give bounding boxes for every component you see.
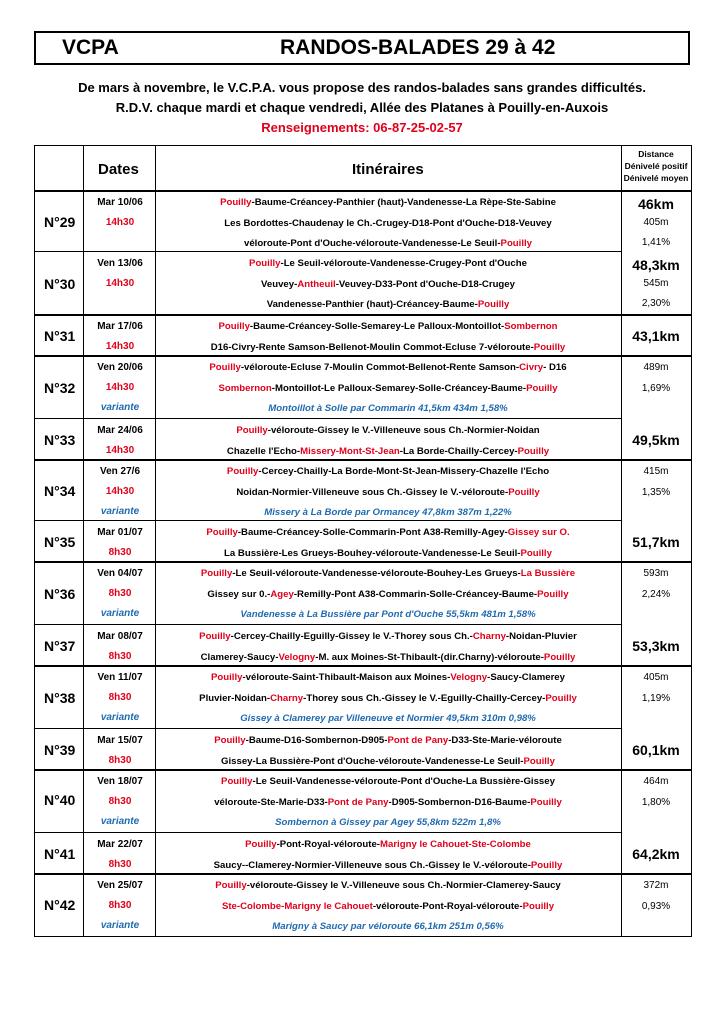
itinerary-town-highlight: Pouilly <box>543 651 576 663</box>
itinerary-line <box>155 839 621 850</box>
itinerary-town-highlight: Pouilly <box>530 859 563 871</box>
itinerary-line <box>155 258 621 269</box>
itinerary-segment: D16-Civry-Rente Samson-Bellenot-Moulin Commot-Ecluse 7-véloroute- <box>210 341 534 353</box>
row-distance: 51,7km <box>632 534 680 550</box>
itinerary-line <box>155 880 621 891</box>
row-divider <box>34 418 621 419</box>
distance-divider <box>621 873 692 874</box>
row-divider <box>34 832 621 833</box>
itinerary-segment: -Thorey sous Ch.-Gissey le V.-Eguilly-Chailly-Cercey- <box>303 692 546 704</box>
itinerary-line <box>155 776 621 787</box>
row-average-grade: 1,35% <box>641 487 671 498</box>
row-date: Ven 20/06 <box>97 362 143 373</box>
itinerary-segment: -véloroute-Gissey le V.-Villeneuve sous Ch.-Normier-Noidan <box>267 425 540 436</box>
itinerary-segment: Vandenesse-Panthier (haut)-Créancey-Baume- <box>266 299 478 310</box>
row-divider <box>34 355 692 357</box>
row-average-grade: 1,69% <box>641 383 671 394</box>
itinerary-line <box>155 631 621 642</box>
itinerary-town-highlight: Antheuil <box>297 278 336 290</box>
itinerary-town-highlight: Pouilly <box>200 568 233 579</box>
itinerary-segment: - D16 <box>543 362 567 373</box>
row-time: 14h30 <box>105 341 135 352</box>
row-elevation-gain: 405m <box>643 672 669 683</box>
row-number: N°29 <box>44 213 76 230</box>
itinerary-line <box>155 797 621 808</box>
itinerary-town-highlight: Pouilly <box>226 466 259 477</box>
itinerary-segment: véloroute-Pont d'Ouche-véloroute-Vandenesse-Le Seuil- <box>243 238 501 249</box>
club-name: VCPA <box>62 36 119 59</box>
itinerary-segment: -Baume-Créancey-Panthier (haut)-Vandenesse-La Rèpe-Ste-Sabine <box>251 197 556 208</box>
title-box <box>34 31 690 65</box>
row-variant-label: variante <box>100 712 140 723</box>
row-number: N°37 <box>44 637 76 654</box>
row-distance: 64,2km <box>632 846 680 862</box>
intro-line-1: De mars à novembre, le V.C.P.A. vous propose des randos-balades sans grandes difficultés. <box>78 80 646 95</box>
itinerary-town-highlight: Sombernon <box>504 321 558 332</box>
row-average-grade: 1,80% <box>641 797 671 808</box>
itinerary-town-highlight: Pouilly <box>520 547 552 559</box>
row-average-grade: 0,93% <box>641 901 671 912</box>
itinerary-segment: -véloroute-Ecluse 7-Moulin Commot-Bellenot-Rente Samson- <box>240 362 520 373</box>
itinerary-segment: Chazelle l'Echo- <box>226 445 301 457</box>
itinerary-town-highlight: Velogny <box>450 672 488 683</box>
itinerary-town-highlight: Pouilly <box>220 197 252 208</box>
row-variant-label: variante <box>100 506 140 517</box>
itinerary-segment: -véloroute-Saint-Thibault-Maison aux Moines- <box>242 672 451 683</box>
row-number: N°40 <box>44 791 76 808</box>
row-date: Mar 17/06 <box>97 321 143 332</box>
itinerary-town-highlight: Pouilly <box>523 755 555 767</box>
itinerary-segment: -Cercey-Chailly-La Borde-Mont-St-Jean-Missery-Chazelle l'Echo <box>258 466 550 477</box>
header-distance <box>621 148 691 184</box>
itinerary-segment: Gissey sur 0.- <box>207 588 271 600</box>
header-itineraires: Itinéraires <box>352 161 424 178</box>
itinerary-town-highlight: Pont de Pany <box>327 796 389 808</box>
row-date: Mar 22/07 <box>97 839 143 850</box>
itinerary-line <box>155 425 621 436</box>
itinerary-line <box>155 342 621 353</box>
itinerary-segment: -Le Seuil-Vandenesse-véloroute-Pont d'Ouche-La Bussière-Gissey <box>252 776 555 787</box>
row-distance: 43,1km <box>632 328 680 344</box>
itinerary-town-highlight: Civry <box>519 362 544 373</box>
intro-line-2: R.D.V. chaque mardi et chaque vendredi, Allée des Platanes à Pouilly-en-Auxois <box>115 100 609 115</box>
row-elevation-gain: 372m <box>643 880 669 891</box>
header-distance-line: Distance <box>638 149 674 159</box>
row-elevation-gain: 415m <box>643 466 669 477</box>
itinerary-town-highlight: Pouilly <box>199 631 231 642</box>
itinerary-segment: Noidan-Normier-Villeneuve sous Ch.-Gissey le V.-véloroute- <box>236 486 509 498</box>
itinerary-segment: Pluvier-Noidan- <box>199 692 271 704</box>
itinerary-line <box>155 860 621 871</box>
row-elevation-gain: 464m <box>643 776 669 787</box>
row-divider <box>34 561 692 563</box>
itinerary-town-highlight: Pouilly <box>545 692 577 704</box>
itinerary-line <box>155 901 621 912</box>
itinerary-segment: -Remilly-Pont A38-Commarin-Solle-Créancey-Baume- <box>293 588 538 600</box>
itinerary-line <box>155 548 621 559</box>
row-date: Ven 04/07 <box>97 568 143 579</box>
itinerary-segment: -M. aux Moines-St-Thibault-(dir.Charny)-véloroute- <box>315 651 544 663</box>
itinerary-town-highlight: Pouilly <box>221 776 253 787</box>
itinerary-line <box>155 197 621 208</box>
distance-divider <box>621 355 692 356</box>
distance-divider <box>621 561 692 562</box>
itinerary-town-highlight: Pouilly <box>206 527 238 538</box>
itinerary-line <box>155 652 621 663</box>
itinerary-town-highlight: Agey <box>270 588 294 600</box>
row-date: Mar 08/07 <box>97 631 143 642</box>
itinerary-line <box>155 279 621 290</box>
row-elevation-gain: 405m <box>643 217 669 228</box>
distance-divider <box>621 459 692 460</box>
itinerary-segment: -Saucy-Clamerey <box>487 672 565 683</box>
distance-divider <box>621 769 692 770</box>
itinerary-town-highlight: Pouilly <box>508 486 540 498</box>
itinerary-town-highlight: Pouilly <box>218 321 250 332</box>
itinerary-town-highlight: Marigny le Cahouet-Ste-Colombe <box>380 839 531 850</box>
itinerary-segment: Gissey-La Bussière-Pont d'Ouche-véloroute-Vandenesse-Le Seuil- <box>221 755 524 767</box>
itinerary-segment: Clamerey-Saucy- <box>200 651 279 663</box>
row-average-grade: 1,19% <box>641 693 671 704</box>
itinerary-line <box>155 383 621 394</box>
row-divider <box>34 769 692 771</box>
itinerary-town-highlight: La Bussière <box>520 568 576 579</box>
itinerary-town-highlight: Pouilly <box>522 900 555 912</box>
itinerary-segment: -Le Seuil-véloroute-Vandenesse-Crugey-Pont d'Ouche <box>280 258 527 269</box>
itinerary-segment: -Pont-Royal-véloroute- <box>276 839 380 850</box>
itinerary-segment: -Cercey-Chailly-Eguilly-Gissey le V.-Thorey sous Ch.- <box>230 631 473 642</box>
row-time: 14h30 <box>105 382 135 393</box>
itinerary-segment: -D33-Ste-Marie-véloroute <box>448 735 562 746</box>
itinerary-variant: Gissey à Clamerey par Villeneuve et Normier 49,5km 310m 0,98% <box>240 713 536 724</box>
row-time: 8h30 <box>108 796 132 807</box>
row-time: 8h30 <box>108 755 132 766</box>
contact-line: Renseignements: 06-87-25-02-57 <box>261 120 463 135</box>
row-number: N°35 <box>44 533 76 550</box>
itinerary-segment: -véloroute-Gissey le V.-Villeneuve sous Ch.-Normier-Clamerey-Saucy <box>246 880 561 891</box>
itinerary-town-highlight: Pouilly <box>249 258 281 269</box>
itinerary-variant: Missery à La Borde par Ormancey 47,8km 387m 1,22% <box>264 507 512 518</box>
itinerary-town-highlight: Charny <box>270 692 304 704</box>
itinerary-line <box>155 321 621 332</box>
row-time: 8h30 <box>108 692 132 703</box>
itinerary-line <box>155 487 621 498</box>
itinerary-town-highlight: Pouilly <box>530 796 562 808</box>
itinerary-segment: Les Bordottes-Chaudenay le Ch.-Crugey-D18-Pont d'Ouche-D18-Veuvey <box>224 217 552 229</box>
row-number: N°34 <box>44 482 76 499</box>
row-divider <box>34 873 692 875</box>
itinerary-line <box>155 527 621 538</box>
itinerary-line <box>155 362 621 373</box>
row-elevation-gain: 593m <box>643 568 669 579</box>
itinerary-town-highlight: Pouilly <box>236 425 268 436</box>
row-distance: 53,3km <box>632 638 680 654</box>
itinerary-segment: véloroute-Ste-Marie-D33- <box>214 796 328 808</box>
itinerary-line <box>155 735 621 746</box>
itinerary-segment: -D905-Sombernon-D16-Baume- <box>388 796 531 808</box>
itinerary-town-highlight: Velogny <box>278 651 316 663</box>
itinerary-segment: -La Borde-Chailly-Cercey- <box>399 445 518 457</box>
row-time: 8h30 <box>108 547 132 558</box>
row-divider <box>34 728 621 729</box>
itinerary-town-highlight: Pouilly <box>537 588 569 600</box>
itinerary-town-highlight: Pont de Pany <box>387 735 449 746</box>
itinerary-line <box>155 299 621 310</box>
header-distance-line: Dénivelé positif <box>624 161 688 171</box>
itinerary-town-highlight: Pouilly <box>211 672 243 683</box>
itinerary-segment: -Noidan-Pluvier <box>505 631 577 642</box>
row-time: 8h30 <box>108 900 132 911</box>
itinerary-line <box>155 238 621 249</box>
itinerary-town-highlight: Pouilly <box>215 880 247 891</box>
row-date: Mar 24/06 <box>97 425 143 436</box>
itinerary-segment: -Baume-Créancey-Solle-Semarey-Le Palloux-Montoillot- <box>249 321 505 332</box>
itinerary-segment: -véloroute-Pont-Royal-véloroute- <box>372 900 523 912</box>
itinerary-town-highlight: Pouilly <box>533 341 566 353</box>
itinerary-segment: -Baume-D16-Sombernon-D905- <box>245 735 388 746</box>
row-average-grade: 1,41% <box>641 237 671 248</box>
row-distance: 48,3km <box>632 257 680 273</box>
itinerary-variant: Marigny à Saucy par véloroute 66,1km 251m 0,56% <box>272 921 504 932</box>
header-divider <box>34 190 692 192</box>
row-number: N°41 <box>44 845 76 862</box>
row-time: 14h30 <box>105 445 135 456</box>
itinerary-segment: Saucy--Clamerey-Normier-Villeneuve sous Ch.-Gissey le V.-véloroute- <box>213 859 531 871</box>
itinerary-town-highlight: Missery-Mont-St-Jean <box>300 445 400 457</box>
itinerary-town-highlight: Sombernon <box>218 382 272 394</box>
row-number: N°30 <box>44 275 76 292</box>
page-title: RANDOS-BALADES 29 à 42 <box>280 36 556 59</box>
row-variant-label: variante <box>100 816 140 827</box>
row-date: Ven 18/07 <box>97 776 143 787</box>
column-divider <box>83 145 84 937</box>
row-time: 8h30 <box>108 588 132 599</box>
row-average-grade: 2,30% <box>641 298 671 309</box>
itinerary-line <box>155 756 621 767</box>
row-elevation-gain: 489m <box>643 362 669 373</box>
itinerary-segment: -Le Seuil-véloroute-Vandenesse-véloroute-Bouhey-Les Grueys- <box>232 568 521 579</box>
header-dates: Dates <box>98 161 139 178</box>
itinerary-variant: Sombernon à Gissey par Agey 55,8km 522m 1,8% <box>275 817 501 828</box>
row-elevation-gain: 545m <box>643 278 669 289</box>
itinerary-segment: La Bussière-Les Grueys-Bouhey-véloroute-Vandenesse-Le Seuil- <box>224 547 521 559</box>
row-time: 8h30 <box>108 859 132 870</box>
itinerary-town-highlight: Pouilly <box>245 839 277 850</box>
row-variant-label: variante <box>100 608 140 619</box>
itinerary-line <box>155 693 621 704</box>
itinerary-town-highlight: Pouilly <box>517 445 550 457</box>
itinerary-line <box>155 672 621 683</box>
row-divider <box>34 251 621 252</box>
row-time: 14h30 <box>105 217 135 228</box>
row-number: N°32 <box>44 379 76 396</box>
row-time: 14h30 <box>105 486 135 497</box>
row-divider <box>34 520 621 521</box>
itinerary-variant: Vandenesse à La Bussière par Pont d'Ouche 55,5km 481m 1,58% <box>240 609 536 620</box>
itinerary-town-highlight: Pouilly <box>209 362 241 373</box>
itinerary-segment: -Montoillot-Le Palloux-Semarey-Solle-Créancey-Baume- <box>271 382 527 394</box>
row-divider <box>34 624 621 625</box>
row-date: Ven 25/07 <box>97 880 143 891</box>
row-date: Mar 01/07 <box>97 527 143 538</box>
itinerary-town-highlight: Pouilly <box>477 299 510 310</box>
row-time: 8h30 <box>108 651 132 662</box>
itinerary-town-highlight: Gissey sur O. <box>507 527 570 538</box>
itinerary-line <box>155 589 621 600</box>
header-distance-line: Dénivelé moyen <box>623 173 689 183</box>
row-number: N°39 <box>44 741 76 758</box>
itinerary-line <box>155 218 621 229</box>
row-number: N°31 <box>44 327 76 344</box>
row-date: Ven 11/07 <box>97 672 143 683</box>
itinerary-variant: Montoillot à Solle par Commarin 41,5km 434m 1,58% <box>268 403 508 414</box>
row-average-grade: 2,24% <box>641 589 671 600</box>
row-distance: 49,5km <box>632 432 680 448</box>
row-date: Ven 13/06 <box>97 258 143 269</box>
itinerary-segment: -Veuvey-D33-Pont d'Ouche-D18-Crugey <box>335 278 515 290</box>
row-date: Ven 27/6 <box>99 466 141 477</box>
itinerary-segment: Veuvey- <box>261 278 298 290</box>
row-divider <box>34 665 692 667</box>
row-number: N°36 <box>44 585 76 602</box>
row-variant-label: variante <box>100 402 140 413</box>
itinerary-line <box>155 446 621 457</box>
itinerary-segment: -Baume-Créancey-Solle-Commarin-Pont A38-Remilly-Agey- <box>237 527 508 538</box>
itinerary-town-highlight: Pouilly <box>526 382 558 394</box>
itinerary-line <box>155 466 621 477</box>
row-time: 14h30 <box>105 278 135 289</box>
itinerary-town-highlight: Charny <box>472 631 506 642</box>
row-number: N°42 <box>44 897 76 913</box>
row-date: Mar 10/06 <box>97 197 143 208</box>
itinerary-town-highlight: Pouilly <box>500 238 532 249</box>
itinerary-town-highlight: Ste-Colombe-Marigny le Cahouet <box>221 900 373 912</box>
itinerary-line <box>155 568 621 579</box>
row-divider <box>34 314 692 316</box>
distance-divider <box>621 665 692 666</box>
itinerary-town-highlight: Pouilly <box>214 735 246 746</box>
row-distance: 46km <box>638 196 674 212</box>
row-number: N°38 <box>44 689 76 706</box>
row-divider <box>34 459 692 461</box>
row-variant-label: variante <box>100 920 140 931</box>
row-date: Mar 15/07 <box>97 735 143 746</box>
row-number: N°33 <box>44 431 76 448</box>
row-distance: 60,1km <box>632 742 680 758</box>
